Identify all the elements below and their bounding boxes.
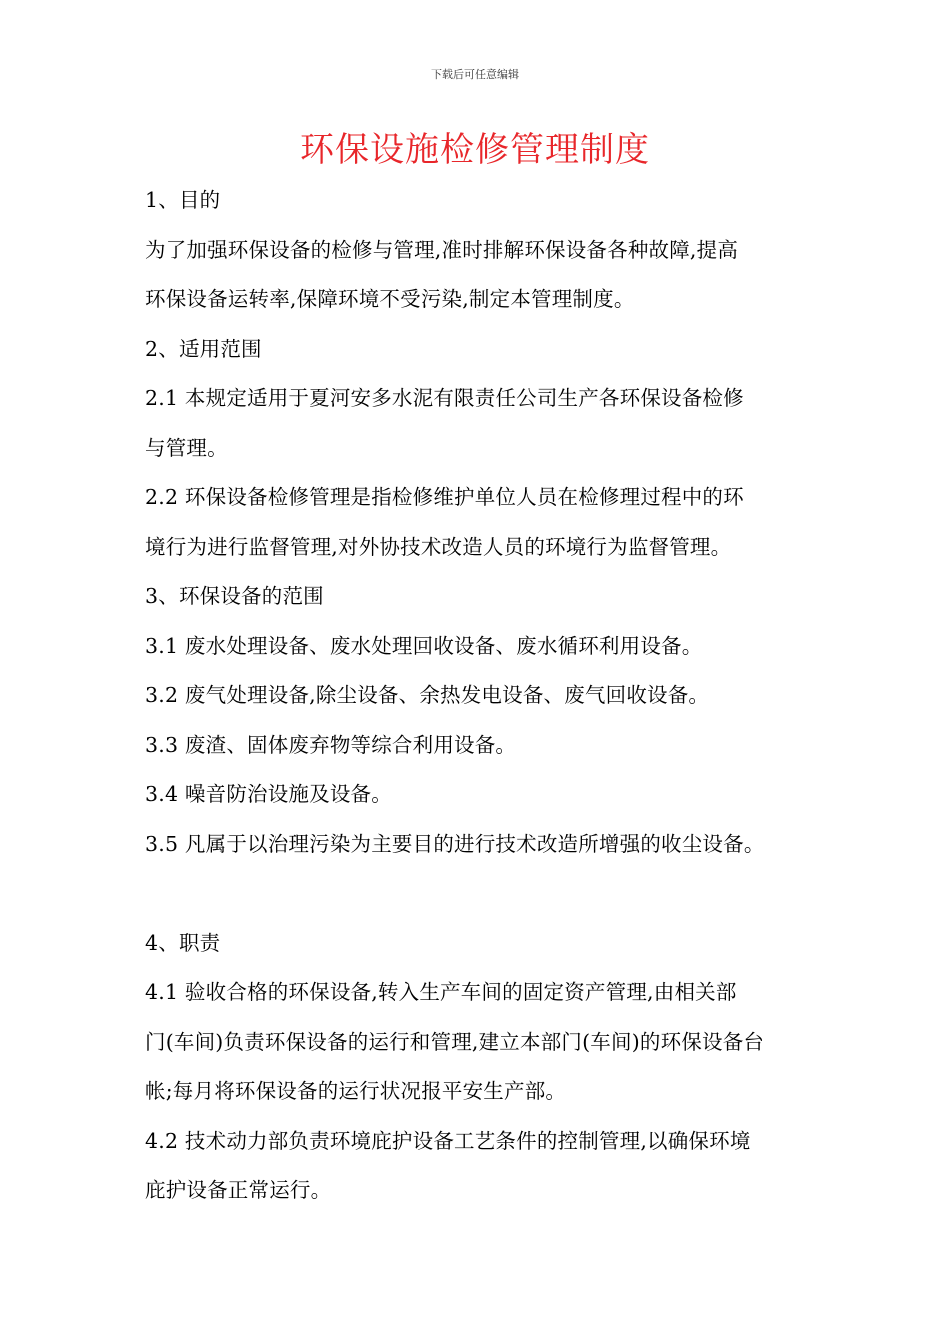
text-line: 4.1 验收合格的环保设备,转入生产车间的固定资产管理,由相关部 (145, 980, 737, 1004)
document-title: 环保设施检修管理制度 (300, 130, 650, 170)
text-line: 2.2 环保设备检修管理是指检修维护单位人员在检修理过程中的环 (145, 485, 744, 509)
text-line: 2.1 本规定适用于夏河安多水泥有限责任公司生产各环保设备检修 (145, 386, 744, 410)
text-line: 3.4 噪音防治设施及设备。 (145, 782, 392, 806)
text-line: 为了加强环保设备的检修与管理,准时排解环保设备各种故障,提高 (145, 237, 739, 262)
text-line: 3.1 废水处理设备、废水处理回收设备、废水循环利用设备。 (145, 633, 703, 658)
text-line: 境行为进行监督管理,对外协技术改造人员的环境行为监督管理。 (145, 534, 732, 559)
text-line: 门(车间)负责环保设备的运行和管理,建立本部门(车间)的环保设备台 (145, 1029, 765, 1054)
text-line: 与管理。 (145, 435, 228, 460)
text-line: 帐;每月将环保设备的运行状况报平安生产部。 (145, 1079, 567, 1103)
text-line: 1、目的 (145, 188, 221, 212)
text-line: 4.2 技术动力部负责环境庇护设备工艺条件的控制管理,以确保环境 (145, 1128, 751, 1153)
text-line: 2、适用范围 (145, 336, 262, 361)
document-body (145, 176, 825, 1216)
text-line: 3.2 废气处理设备,除尘设备、余热发电设备、废气回收设备。 (145, 683, 710, 707)
text-line: 庇护设备正常运行。 (145, 1178, 332, 1202)
header-note: 下载后可任意编辑 (431, 68, 519, 81)
blank-line (145, 869, 825, 919)
text-line: 4、职责 (145, 930, 221, 955)
text-line: 3、环保设备的范围 (145, 584, 324, 608)
text-line: 3.3 废渣、固体废弃物等综合利用设备。 (145, 732, 517, 757)
text-line: 环保设备运转率,保障环境不受污染,制定本管理制度。 (145, 287, 635, 311)
text-line: 3.5 凡属于以治理污染为主要目的进行技术改造所增强的收尘设备。 (145, 831, 765, 856)
